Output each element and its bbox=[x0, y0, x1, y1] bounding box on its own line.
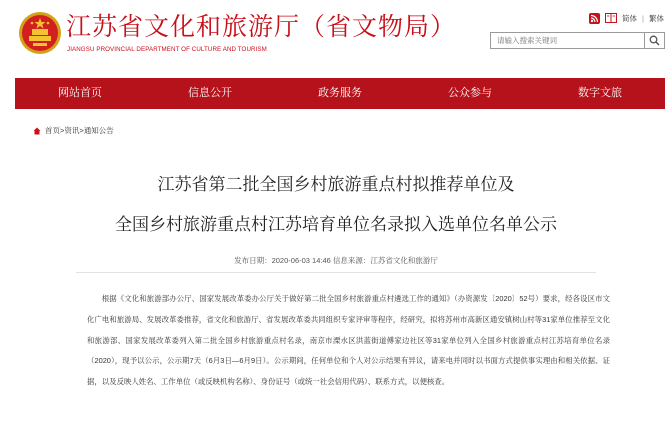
breadcrumb-text[interactable]: 首页>资讯>通知公告 bbox=[45, 126, 114, 135]
site-subtitle: JIANGSU PROVINCIAL DEPARTMENT OF CULTURE AND TOURISM bbox=[67, 46, 267, 53]
search-input[interactable] bbox=[491, 33, 643, 48]
rss-icon[interactable] bbox=[589, 13, 600, 24]
nav-item-services[interactable]: 政务服务 bbox=[318, 87, 362, 99]
breadcrumb bbox=[33, 125, 114, 136]
traditional-link[interactable]: 繁体 bbox=[649, 13, 664, 23]
link-separator: | bbox=[642, 13, 644, 23]
emblem-icon bbox=[18, 11, 62, 55]
nav-item-home[interactable]: 网站首页 bbox=[58, 87, 102, 99]
article-meta: 发布日期：2020-06-03 14:46 信息来源：江苏省文化和旅游厅 bbox=[234, 256, 438, 265]
top-links bbox=[589, 11, 664, 25]
home-icon bbox=[33, 127, 41, 135]
article-title-line2: 全国乡村旅游重点村江苏培育单位名录拟入选单位名单公示 bbox=[115, 215, 557, 235]
site-header bbox=[0, 0, 672, 74]
search-icon bbox=[649, 35, 660, 46]
main-nav bbox=[15, 78, 665, 109]
search-box bbox=[490, 32, 665, 49]
book-icon[interactable] bbox=[605, 13, 617, 23]
divider bbox=[76, 272, 596, 273]
article-body: 根据《文化和旅游部办公厅、国家发展改革委办公厅关于做好第二批全国乡村旅游重点村遴选工作的通知》（办资源发〔2020〕52号）要求，经各设区市文化广电和旅游局、发展改革委推荐，省文化和旅游厅、省发展改革委共同组织专家评审等程序，经研究，拟将苏州市高新区通安镇树山村等31家单位推荐至文化和旅游部、国家发展改革委列入第二批全国乡村旅游重点村名录，南京市溧水区洪蓝街道傅家边社区等31家单位列入全国乡村旅游重点村江苏培育单位名录（2020），现予以公示，公示期7天（6月3日—6月9日）。公示期间，任何单位和个人对公示结果有异议，请来电并同时以书面方式提供事实理由和相关依据、证据，以及反映人姓名、工作单位（或反映机构名称）、身份证号（或统一社会信用代码）、联系方式，以便核查。 bbox=[87, 294, 610, 387]
site-title[interactable]: 江苏省文化和旅游厅（省文物局） bbox=[66, 12, 457, 41]
nav-item-participation[interactable]: 公众参与 bbox=[448, 87, 492, 99]
search-button[interactable] bbox=[644, 33, 664, 48]
nav-item-info[interactable]: 信息公开 bbox=[188, 87, 232, 99]
article-title-line1: 江苏省第二批全国乡村旅游重点村拟推荐单位及 bbox=[157, 175, 515, 195]
nav-item-digital[interactable]: 数字文旅 bbox=[578, 87, 622, 99]
simplified-link[interactable]: 简体 bbox=[622, 13, 638, 23]
